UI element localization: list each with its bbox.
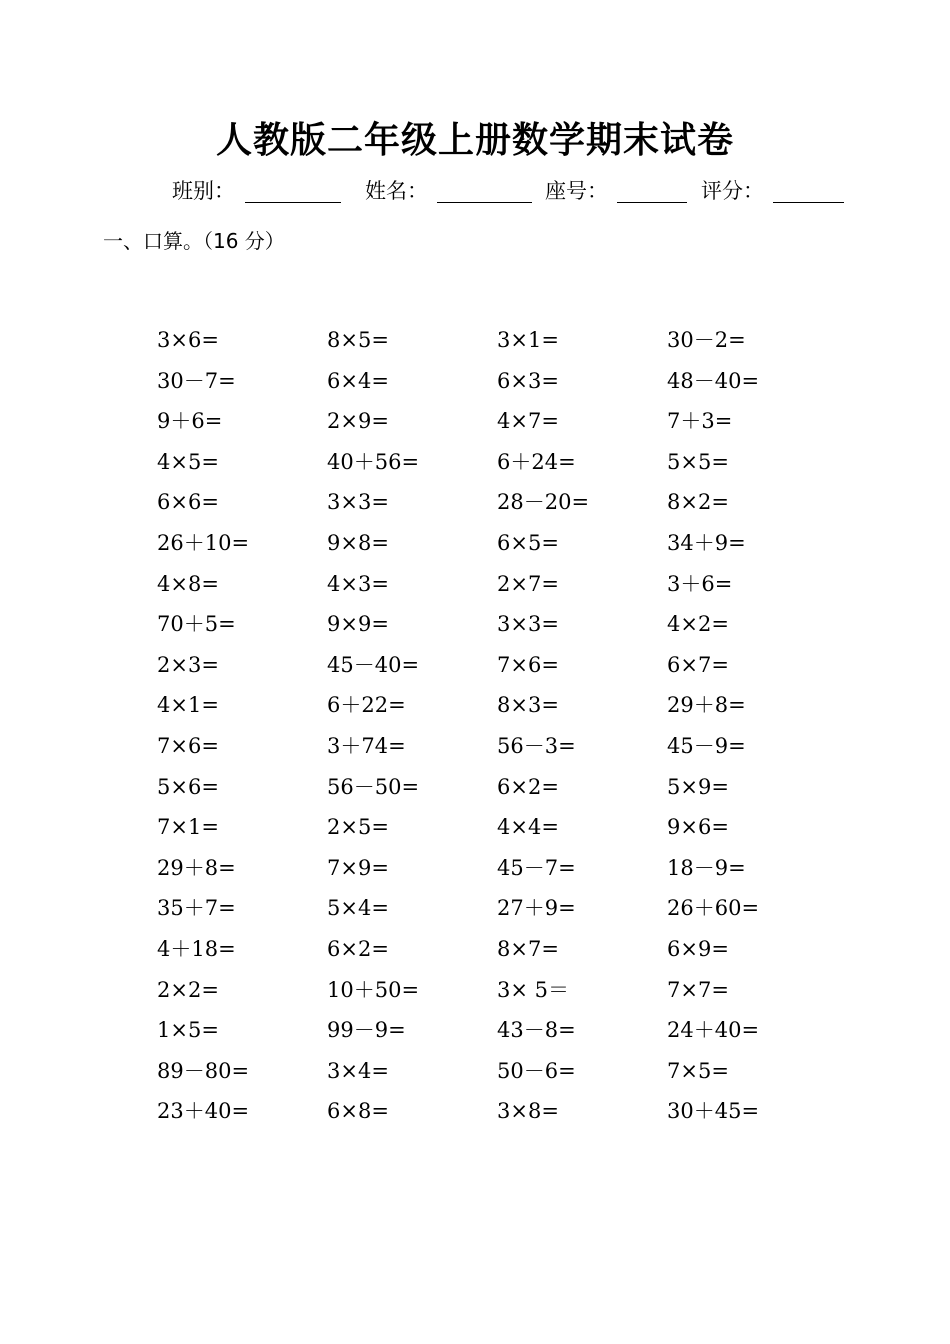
math-problem: 2×7= <box>497 572 559 596</box>
math-problem: 45－40= <box>327 653 420 677</box>
math-problem: 24＋40= <box>667 1018 760 1042</box>
math-problem: 56－3= <box>497 734 576 758</box>
math-problem: 7×9= <box>327 856 389 880</box>
math-problem: 7×5= <box>667 1059 729 1083</box>
math-problem: 9×9= <box>327 612 389 636</box>
math-problem: 4×8= <box>157 572 219 596</box>
math-problem: 8×5= <box>327 328 389 352</box>
page-title: 人教版二年级上册数学期末试卷 <box>215 120 734 161</box>
math-problem: 6×8= <box>327 1099 389 1123</box>
math-problem: 5×4= <box>327 896 389 920</box>
math-problem: 5×6= <box>157 775 219 799</box>
name-label: 姓名： <box>365 179 428 203</box>
math-problem: 8×3= <box>497 693 559 717</box>
math-problem: 18－9= <box>667 856 746 880</box>
math-problem: 3×1= <box>497 328 559 352</box>
math-problem: 6×2= <box>497 775 559 799</box>
math-problem: 28－20= <box>497 490 590 514</box>
math-problem: 4×3= <box>327 572 389 596</box>
math-problem: 2×3= <box>157 653 219 677</box>
student-info-row <box>0 176 950 208</box>
math-problem: 3×4= <box>327 1059 389 1083</box>
math-problem: 29＋8= <box>667 693 746 717</box>
math-problem: 30－2= <box>667 328 746 352</box>
math-problem: 4×7= <box>497 409 559 433</box>
math-problem: 45－7= <box>497 856 576 880</box>
math-problem: 9×8= <box>327 531 389 555</box>
math-problem: 6×3= <box>497 369 559 393</box>
math-problem: 7＋3= <box>667 409 733 433</box>
math-problem: 4＋18= <box>157 937 236 961</box>
math-problem: 3×3= <box>497 612 559 636</box>
seat-label: 座号： <box>545 179 608 203</box>
seat-blank[interactable] <box>617 202 687 203</box>
math-problem: 35＋7= <box>157 896 236 920</box>
math-problem: 45－9= <box>667 734 746 758</box>
math-problem: 2×2= <box>157 978 219 1002</box>
math-problem: 43－8= <box>497 1018 576 1042</box>
math-problem: 6＋24= <box>497 450 576 474</box>
math-problem: 3×8= <box>497 1099 559 1123</box>
math-problem: 70＋5= <box>157 612 236 636</box>
math-problem: 5×5= <box>667 450 729 474</box>
math-problem: 7×6= <box>157 734 219 758</box>
math-problem: 6＋22= <box>327 693 406 717</box>
math-problem: 3×6= <box>157 328 219 352</box>
math-problem: 26＋10= <box>157 531 250 555</box>
math-problem: 2×5= <box>327 815 389 839</box>
class-blank[interactable] <box>245 202 341 203</box>
math-problem: 4×2= <box>667 612 729 636</box>
math-problem: 23＋40= <box>157 1099 250 1123</box>
math-problem: 6×2= <box>327 937 389 961</box>
math-problem: 6×7= <box>667 653 729 677</box>
math-problem: 3× 5＝ <box>497 978 569 1002</box>
math-problem: 10＋50= <box>327 978 420 1002</box>
section-oral-calculation-title: 一、口算。（16 分） <box>103 229 285 253</box>
math-problem: 6×5= <box>497 531 559 555</box>
math-problem: 4×4= <box>497 815 559 839</box>
math-problem: 30＋45= <box>667 1099 760 1123</box>
math-problem: 3×3= <box>327 490 389 514</box>
class-label: 班别： <box>172 179 235 203</box>
math-problem: 3＋74= <box>327 734 406 758</box>
math-problem: 8×7= <box>497 937 559 961</box>
math-problem: 2×9= <box>327 409 389 433</box>
math-problem: 34＋9= <box>667 531 746 555</box>
math-problem: 7×1= <box>157 815 219 839</box>
math-problem: 6×9= <box>667 937 729 961</box>
math-problem: 40＋56= <box>327 450 420 474</box>
math-problem: 99－9= <box>327 1018 406 1042</box>
math-problem: 4×5= <box>157 450 219 474</box>
math-problem: 9＋6= <box>157 409 223 433</box>
name-blank[interactable] <box>437 202 532 203</box>
score-label: 评分： <box>701 179 764 203</box>
math-problem: 9×6= <box>667 815 729 839</box>
math-problem: 7×7= <box>667 978 729 1002</box>
math-problem: 30－7= <box>157 369 236 393</box>
math-problem: 1×5= <box>157 1018 219 1042</box>
math-problem: 56－50= <box>327 775 420 799</box>
math-problem: 5×9= <box>667 775 729 799</box>
score-blank[interactable] <box>773 202 844 203</box>
math-problem: 6×4= <box>327 369 389 393</box>
math-problem: 3＋6= <box>667 572 733 596</box>
math-problem: 26＋60= <box>667 896 760 920</box>
math-problem: 50－6= <box>497 1059 576 1083</box>
math-problem: 89－80= <box>157 1059 250 1083</box>
math-problem: 6×6= <box>157 490 219 514</box>
math-problem: 4×1= <box>157 693 219 717</box>
math-problem: 48－40= <box>667 369 760 393</box>
math-problem: 8×2= <box>667 490 729 514</box>
math-problem: 7×6= <box>497 653 559 677</box>
math-problem: 27＋9= <box>497 896 576 920</box>
math-problem: 29＋8= <box>157 856 236 880</box>
